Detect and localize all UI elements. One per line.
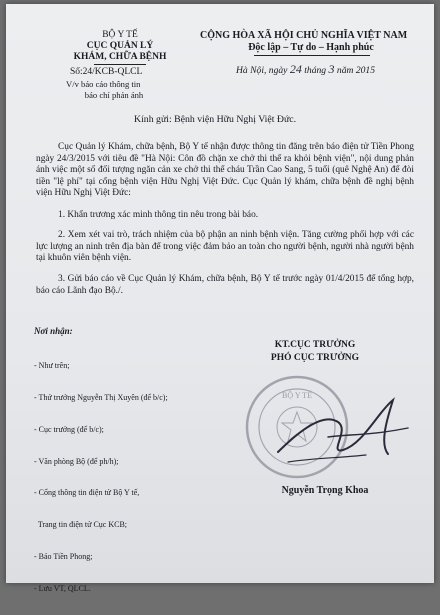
request-item-1: 1. Khẩn trương xác minh thông tin nêu trong bài báo. <box>58 210 259 220</box>
recipient-item: - Như trên; <box>34 361 70 371</box>
recipient-item: - Cục trưởng (để b/c); <box>34 424 104 434</box>
signer-role-2: PHÓ CỤC TRƯỞNG <box>270 353 360 363</box>
handwritten-signature <box>268 392 418 476</box>
signer-name: Nguyễn Trọng Khoa <box>281 485 369 496</box>
recipient-item: - Cổng thông tin điện tử Bộ Y tế, <box>34 488 140 498</box>
request-item-3: 3. Gửi báo cáo về Cục Quản lý Khám, chữa bệnh, Bộ Y tế trước ngày 01/4/2015 để tổng hợp, báo cáo Lãnh đạo Bộ./. <box>36 274 414 296</box>
recipient-item: Trang tin điện tử Cục KCB; <box>34 520 128 530</box>
agency-name-line2: KHÁM, CHỮA BỆNH <box>73 52 167 62</box>
date-year: năm 2015 <box>336 65 376 76</box>
ministry-name: BỘ Y TẾ <box>102 30 138 40</box>
subject-line1: V/v báo cáo thông tin <box>66 79 141 89</box>
agency-name-line1: CỤC QUẢN LÝ <box>86 41 154 51</box>
date-month-label: tháng <box>304 65 327 76</box>
recipient-item: - Thứ trưởng Nguyễn Thị Xuyên (để b/c); <box>34 392 168 402</box>
date-day: 24 <box>289 62 302 76</box>
signer-role-1: KT.CỤC TRƯỞNG <box>274 340 356 350</box>
country-name: CỘNG HÒA XÃ HỘI CHỦ NGHĨA VIỆT NAM <box>200 30 408 41</box>
date-prefix: Hà Nội, ngày <box>236 65 288 76</box>
intro-paragraph: Cục Quản lý Khám, chữa bệnh, Bộ Y tế nhận được thông tin đăng trên báo điện tử Tiền Phong ngày 24/3/2015 với tiêu đề "Hà Nội: Côn đồ chặn xe chở thi thể ra khỏi bệnh viện", nội dung phản ánh việc một số đối tượng ngăn cản xe chở thi thể cháu Trần Cao Sang, 5 tuổi (quê Nghệ An) để đòi tiền "lệ phí" tại cổng bệnh viện Hữu Nghị Việt Đức. Cục Quản lý khám, chữa bệnh đề nghị bệnh viện Hữu Nghị Việt Đức: <box>36 142 414 199</box>
recipients-list <box>34 340 168 615</box>
header-left-divider <box>94 64 146 65</box>
motto-underline <box>254 55 370 56</box>
date-month: 3 <box>328 62 335 76</box>
recipient-item: - Báo Tiền Phong; <box>34 551 93 561</box>
document-date <box>236 64 375 76</box>
document-number: Số:24/KCB-QLCL <box>70 67 143 77</box>
subject-line2: báo chí phản ánh <box>84 90 144 100</box>
recipient-item: - Văn phòng Bộ (để ph/h); <box>34 456 119 466</box>
national-motto: Độc lập – Tự do – Hạnh phúc <box>248 42 374 53</box>
recipient-item: - Lưu VT, QLCL. <box>34 583 91 593</box>
seal-text: BỘ Y TẾ <box>282 391 312 400</box>
document-page <box>6 4 434 593</box>
request-item-2: 2. Xem xét vai trò, trách nhiệm của bộ phận an ninh bệnh viện. Tăng cường phối hợp với các lực lượng an ninh trên địa bàn để trong việc đảm bảo an toàn cho người bệnh, người nhà người bệnh tại khuôn viên bệnh viện. <box>36 230 414 264</box>
recipients-title: Nơi nhận: <box>34 326 73 336</box>
salutation: Kính gửi: Bệnh viện Hữu Nghị Việt Đức. <box>134 114 297 125</box>
